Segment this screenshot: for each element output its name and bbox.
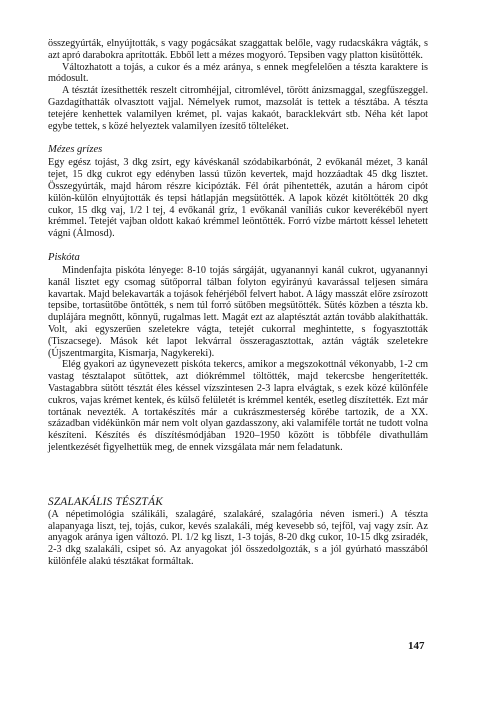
- page-number: 147: [408, 640, 425, 652]
- szalakalis-heading: SZALAKÁLIS TÉSZTÁK: [48, 495, 163, 508]
- piskota-paragraph-2: Elég gyakori az úgynevezett piskóta tekercs, amikor a megszokottnál vékonyabb, 1-2 cm vastag tésztalapot sütöttek, azt diókrémmel töltötték, majd tekercsbe hengerítették. Vastagabbra sütött tésztát éles késsel vízszintesen 2-3 lapra elvágtak, s ezek közé különféle cukros, vajas krémet kentek, és külső felületét is krémmel kenték, esetleg díszítették. Ezt már tortának nevezték. A tortakészítés már a cukrászmesterség körébe tartozik, de a XX. században vidékünkön már nem volt olyan gazdasszony, aki valamiféle tortát ne tudott volna készíteni. Készítés és díszítésmódjában 1920–1950 között is többféle divathullám jelentkezését figyelhettük meg, de ennek vizsgálata már nem feladatunk.: [48, 359, 428, 453]
- piskota-heading: Piskóta: [48, 251, 80, 263]
- intro-paragraph-2: Változhatott a tojás, a cukor és a méz aránya, s ennek megfelelően a tészta karaktere is módosult.: [48, 61, 428, 85]
- szalakalis-paragraph: (A népetimológia szálikáli, szalagáré, szalakáré, szalagória néven ismeri.) A tészta alapanyaga liszt, tej, tojás, cukor, kevés szalakáli, még kevesebb só, tejföl, vaj vagy zsír. Az anyagok aránya igen változó. Pl. 1/2 kg liszt, 1-3 tojás, 8-20 dkg cukor, 10-15 dkg zsiradék, 2-3 dkg szalakáli, csipet só. Az anyagokat jól összedolgozták, s a jól gyúrható masszából különféle alakú tésztákat formáltak.: [48, 508, 428, 567]
- mezes-grizes-heading: Mézes grízes: [48, 144, 103, 156]
- piskota-paragraph-1: Mindenfajta piskóta lényege: 8-10 tojás sárgáját, ugyanannyi kanál cukrot, ugyanannyi kanál lisztet egy csomag sütőporral tálban folyton egyirányú kavarással teljesen simára kavartak. Majd belekavarták a tojások fehérjéből felvert habot. A lágy masszát előre zsírozott tepsibe, tortasütőbe öntötték, s nem túl forró sütőben megsütötték. Sütés közben a tészta kb. duplájára megnőtt, könnyű, rugalmas lett. Magát ezt az alaptésztát aztán tovább alakíthatták. Volt, aki egyszerűen szeletekre vágta, tetejét cukorral meghintette, s fogyasztották (Tiszacsege). Mások két lapot lekvárral összeragasztottak, aztán vágták szeletekre (Újszentmargita, Kismarja, Nagykereki).: [48, 264, 428, 359]
- intro-paragraph-3: A tésztát ízesíthették reszelt citromhéjjal, citromlével, törött ánizsmaggal, szegfűszeggel. Gazdagíthatták olvasztott vajjal. Némelyek rumot, mazsolát is tettek a tésztába. A tészta tetejére kenhettek valamilyen krémet, pl. vajas kakaót, baracklekvárt stb. Néha két lapot egybe tettek, s közé helyeztek valamilyen ízesítő tölteléket.: [48, 85, 428, 132]
- page-body: [48, 38, 428, 568]
- intro-paragraph-1: összegyúrták, elnyújtották, s vagy pogácsákat szaggattak belőle, vagy rudacskákra vágták, s azt apró darabokra aprították. Ebből lett a mézes mogyoró. Tepsiben vagy platton kisütötték.: [48, 38, 428, 61]
- mezes-grizes-paragraph: Egy egész tojást, 3 dkg zsírt, egy kávéskanál szódabikarbónát, 2 evőkanál mézet, 3 kanál tejet, 15 dkg cukrot egy edényben lassú tűzön kevertek, majd hozzáadtak 45 dkg lisztet. Összegyúrták, majd három részre kicipózták. Fél órát pihentették, azután a három cipót külön-külön elnyújtották és tepsi hátlapján megsütötték. A lapok közét kitöltötték 20 dkg cukor, 15 dkg vaj, 1/2 l tej, 4 evőkanál gríz, 1 evőkanál vaníliás cukor keverékéből nyert krémmel. Tetejét vajban oldott kakaó krémmel leöntötték. Forró vízbe mártott késsel lehetett vágni (Álmosd).: [48, 157, 428, 240]
